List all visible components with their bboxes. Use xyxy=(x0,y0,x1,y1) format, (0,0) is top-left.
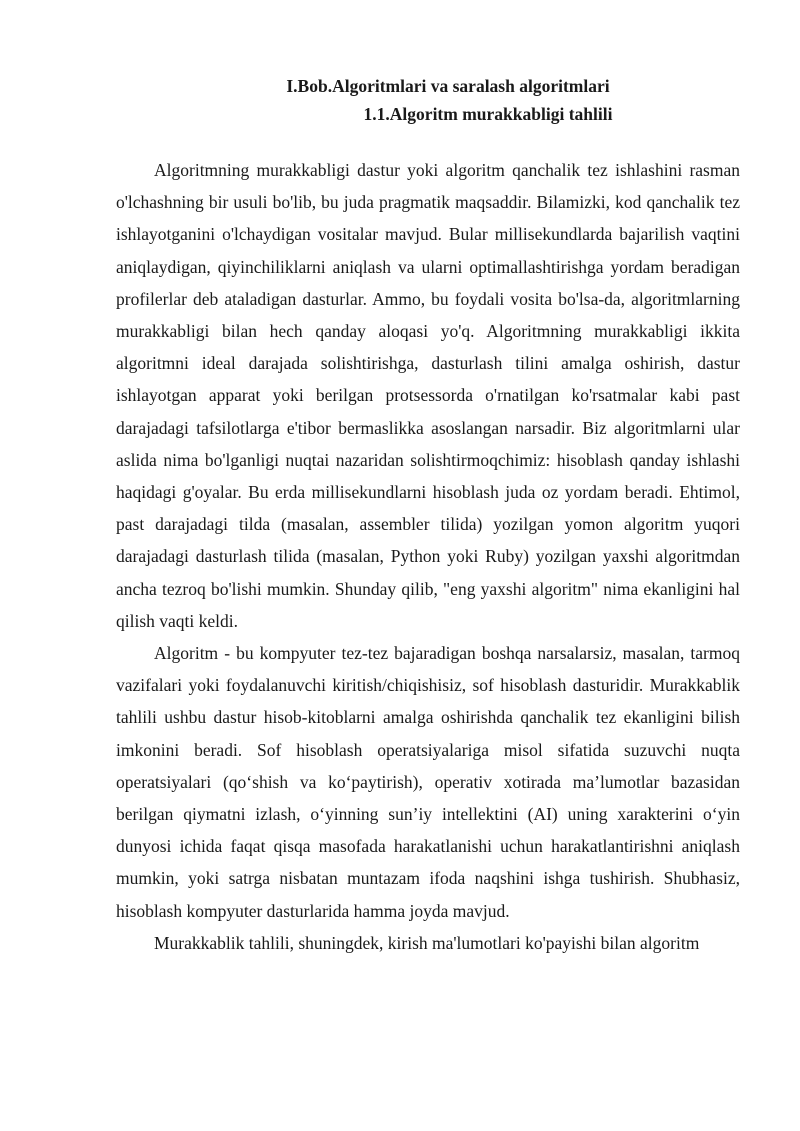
chapter-title: I.Bob.Algoritmlari va saralash algoritmlari xyxy=(286,76,610,96)
paragraph-1: Algoritmning murakkabligi dastur yoki algoritm qanchalik tez ishlashini rasman o'lchashning bir usuli bo'lib, bu juda pragmatik maqsaddir. Bilamizki, kod qanchalik tez ishlayotganini o'lchaydigan vositalar mavjud. Bular millisekundlarda bajarilish vaqtini aniqlaydigan, qiyinchiliklarni aniqlash va ularni optimallashtirishga yordam beradigan profilerlar deb ataladigan dasturlar. Ammo, bu foydali vosita bo'lsa-da, algoritmlarning murakkabligi bilan hech qanday aloqasi yo'q. Algoritmning murakkabligi ikkita algoritmni ideal darajada solishtirishga, dasturlash tilini amalga oshirish, dastur ishlayotgan apparat yoki berilgan protsessorda o'rnatilgan ko'rsatmalar kabi past darajadagi tafsilotlarga e'tibor bermaslikka asoslangan narsadir. Biz algoritmlarni ular aslida nima bo'lganligi nuqtai nazaridan solishtirmoqchimiz: hisoblash qanday ishlashi haqidagi g'oyalar. Bu erda millisekundlarni hisoblash juda oz yordam beradi. Ehtimol, past darajadagi tilda (masalan, assembler tilida) yozilgan yomon algoritm yuqori darajadagi dasturlash tilida (masalan, Python yoki Ruby) yozilgan yaxshi algoritmdan ancha tezroq bo'lishi mumkin. Shunday qilib, "eng yaxshi algoritm" nima ekanligini hal qilish vaqti keldi. xyxy=(116,160,740,631)
section-title: 1.1.Algoritm murakkabligi tahlili xyxy=(363,104,613,124)
document-page xyxy=(116,72,740,959)
paragraph-2: Algoritm - bu kompyuter tez-tez bajaradigan boshqa narsalarsiz, masalan, tarmoq vazifalari yoki foydalanuvchi kiritish/chiqishisiz, sof hisoblash dasturidir. Murakkablik tahlili ushbu dastur hisob-kitoblarni amalga oshirishda qanchalik tez ekanligini bilish imkonini beradi. Sof hisoblash operatsiyalariga misol sifatida suzuvchi nuqta operatsiyalari (qo‘shish va ko‘paytirish), operativ xotirada ma’lumotlar bazasidan berilgan qiymatni izlash, o‘yinning sun’iy intellektini (AI) uning xarakterini o‘yin dunyosi ichida faqat qisqa masofada harakatlanishi uchun harakatlantirishni aniqlash mumkin, yoki satrga nisbatan muntazam ifoda naqshini ishga tushirish. Shubhasiz, hisoblash kompyuter dasturlarida hamma joyda mavjud. xyxy=(116,643,740,921)
paragraph-3: Murakkablik tahlili, shuningdek, kirish ma'lumotlari ko'payishi bilan algoritm xyxy=(154,932,700,953)
